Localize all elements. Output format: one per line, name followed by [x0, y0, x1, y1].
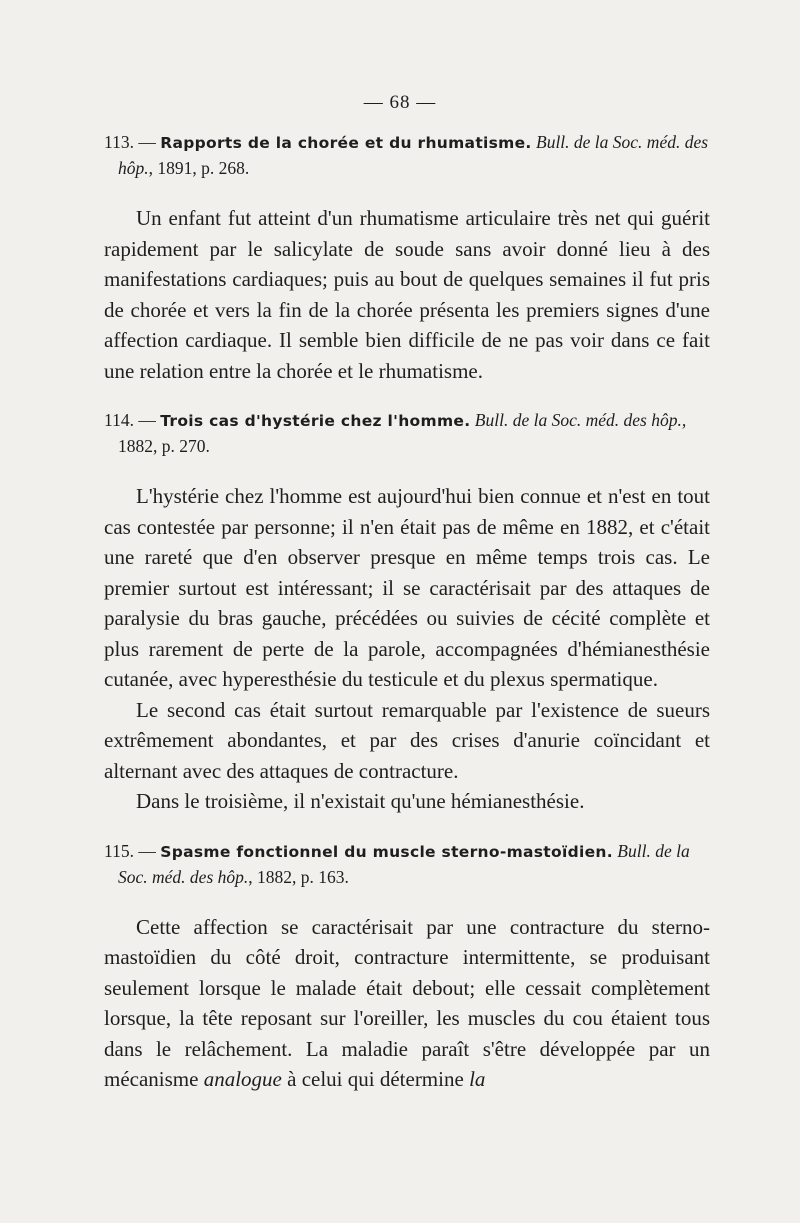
entry-115 — [104, 839, 710, 1095]
entry-heading — [104, 839, 710, 890]
entry-reference: 1882, p. 270. — [118, 436, 210, 456]
paragraph-emphasis: analogue — [203, 1067, 282, 1091]
entry-number: 114. — — [104, 410, 156, 430]
entry-journal: Bull. de la Soc. méd. des hôp. — [118, 840, 690, 887]
entry-paragraph: Un enfant fut atteint d'un rhumatisme articulaire très net qui guérit rapidement par le salicylate de soude sans avoir donné lieu à des manifestations cardiaques; puis au bout de quelques semaines il fut pris de chorée et vers la fin de la chorée présenta les premiers signes d'une affection cardiaque. Il semble bien difficile de ne pas voir dans ce fait une relation entre la chorée et le rhumatisme. — [104, 206, 710, 383]
entry-title: Rapports de la chorée et du rhumatisme. — [160, 134, 532, 152]
entry-paragraph: Le second cas était surtout remarquable par l'existence de sueurs extrêmement abondantes, et par des crises d'anurie coïncidant et alternant avec des attaques de contracture. — [104, 697, 710, 783]
entry-number: 113. — — [104, 132, 156, 152]
entry-paragraph: L'hystérie chez l'homme est aujourd'hui bien connue et n'est en tout cas contestée par personne; il n'en était pas de même en 1882, et c'était une rareté que d'en observer presque en même temps trois cas. Le premier surtout est intéressant; il se caractérisait par des attaques de paralysie du bras gauche, précédées ou suivies de cécité complète et plus rarement de perte de la parole, accompagnées d'hémianesthésie cutanée, avec hyperesthésie du testicule et du plexus spermatique. — [104, 484, 710, 691]
page-number: — 68 — — [363, 92, 437, 113]
entry-title: Trois cas d'hystérie chez l'homme. — [160, 412, 471, 430]
paragraph-text: à celui qui détermine — [281, 1067, 470, 1091]
entry-journal: Bull. de la Soc. méd. des hôp. — [118, 132, 709, 178]
entry-paragraph — [104, 912, 710, 1095]
entry-reference: , 1882, p. 163. — [248, 866, 349, 887]
entry-113 — [104, 130, 710, 386]
entry-114 — [104, 408, 710, 817]
entry-title: Spasme fonctionnel du muscle sterno-mastoïdien. — [160, 842, 613, 861]
paragraph-emphasis: la — [469, 1067, 486, 1091]
entry-reference: , 1891, p. 268. — [148, 158, 250, 178]
paragraph-text: Cette affection se caractérisait par une contracture du sterno-mastoïdien du côté droit, contracture intermittente, se produisant seulement lorsque le malade était debout; elle cessait complètement lorsque, la tête reposant sur l'oreiller, les muscles du cou étaient tous dans le relâchement. La maladie paraît s'être développée par un mécanisme — [104, 914, 710, 1091]
entry-number: 115. — — [104, 840, 156, 861]
page-content — [104, 130, 710, 1095]
entry-journal: Bull. de la Soc. méd. des hôp., — [474, 410, 687, 430]
entry-paragraph: Dans le troisième, il n'existait qu'une hémianesthésie. — [136, 789, 585, 813]
entry-heading — [104, 130, 710, 181]
entry-heading — [104, 408, 710, 459]
